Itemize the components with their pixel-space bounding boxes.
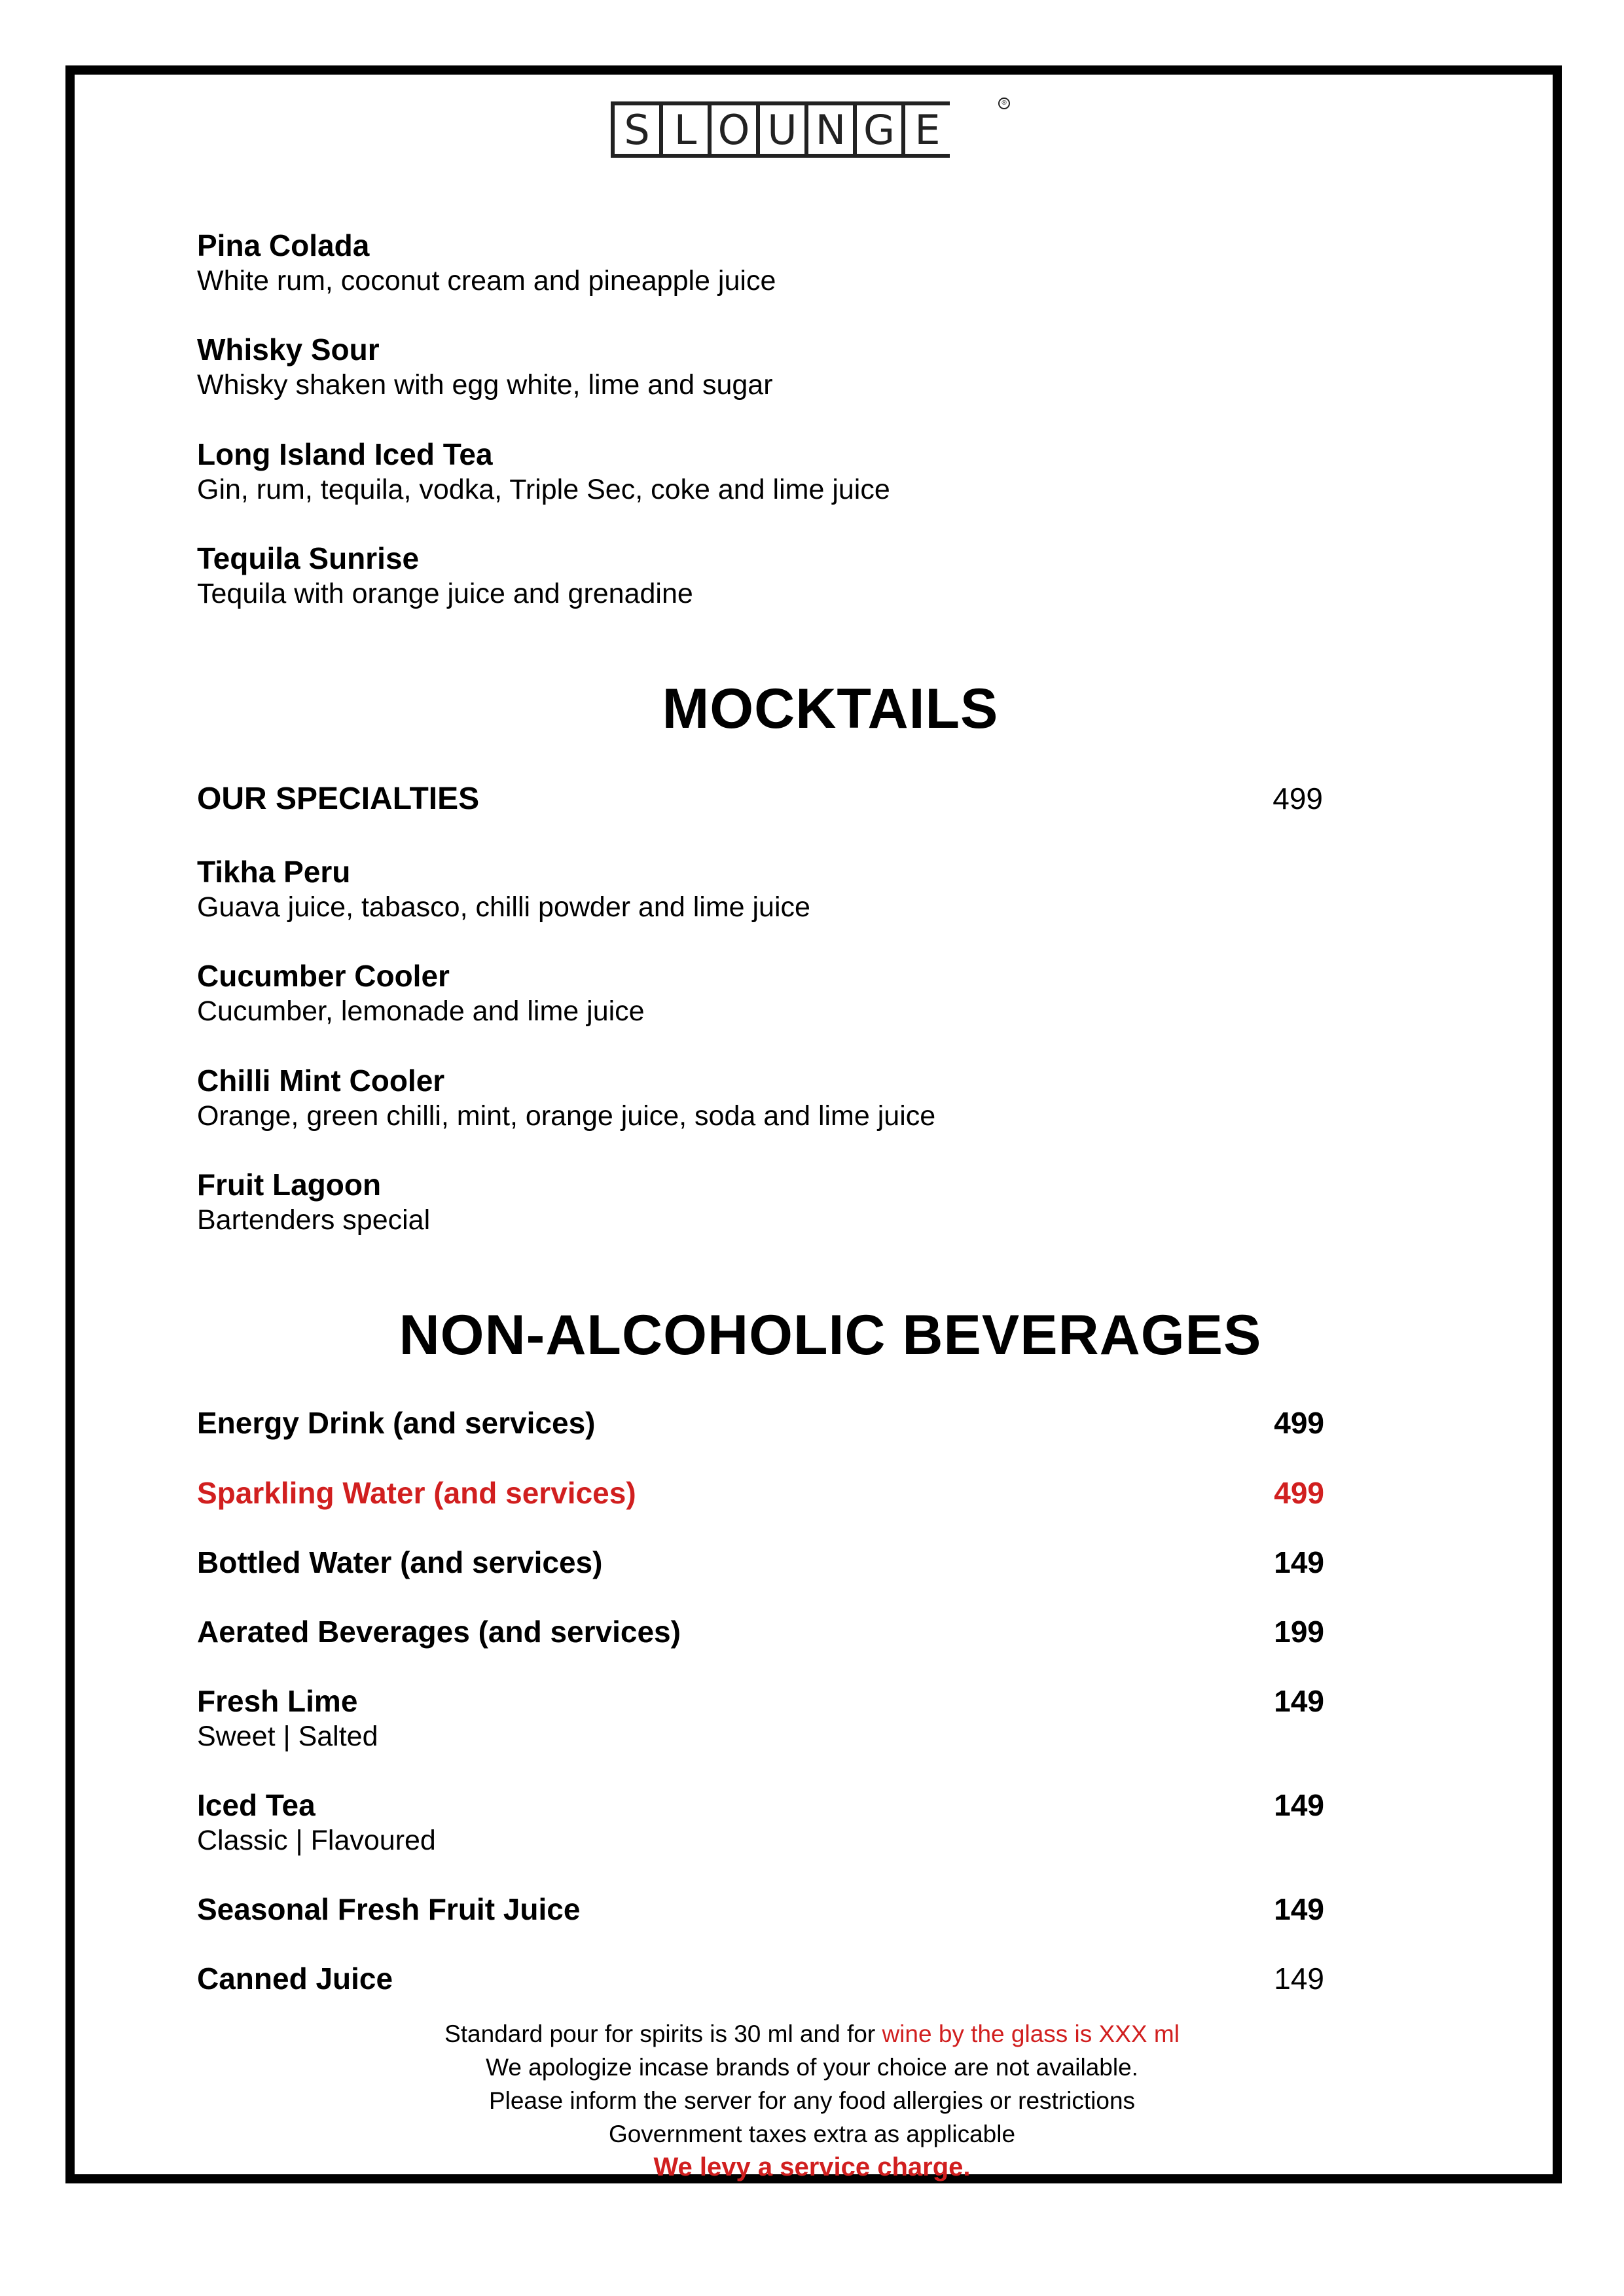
footer-pour-text: Standard pour for spirits is 30 ml and for [444, 2020, 882, 2047]
menu-item [197, 1405, 1336, 1441]
logo-letter: S [611, 101, 659, 158]
specialties-header [197, 781, 1323, 817]
item-name: Iced Tea [197, 1788, 316, 1822]
item-name: Tequila Sunrise [197, 541, 420, 575]
item-price: 149 [1274, 1684, 1324, 1718]
item-name: Seasonal Fresh Fruit Juice [197, 1892, 581, 1926]
menu-item [197, 332, 1336, 403]
item-description: Whisky shaken with egg white, lime and sugar [197, 369, 773, 401]
menu-item [197, 958, 1336, 1029]
specialties-label: OUR SPECIALTIES [197, 781, 480, 816]
section-title-non-alcoholic: NON-ALCOHOLIC BEVERAGES [399, 1304, 1262, 1367]
item-name: Tikha Peru [197, 855, 351, 889]
menu-item [197, 437, 1336, 507]
item-description: Guava juice, tabasco, chilli powder and lime juice [197, 891, 810, 923]
item-name: Pina Colada [197, 228, 370, 262]
item-price: 149 [1274, 1788, 1324, 1822]
footer-pour-note [0, 2017, 1624, 2051]
item-name: Sparkling Water (and services) [197, 1476, 636, 1510]
menu-item [197, 854, 1336, 925]
item-name: Long Island Iced Tea [197, 437, 493, 471]
menu-item [197, 1892, 1336, 1927]
logo-letter: N [804, 101, 853, 158]
item-name: Energy Drink (and services) [197, 1406, 596, 1440]
item-description: Orange, green chilli, mint, orange juice, soda and lime juice [197, 1100, 936, 1132]
menu-item [197, 1545, 1336, 1580]
logo-letter: L [659, 101, 708, 158]
item-name: Fresh Lime [197, 1684, 358, 1718]
slounge-logo [611, 99, 1007, 156]
menu-item [197, 1063, 1336, 1134]
menu-footer [0, 2017, 1624, 2184]
logo-letter: G [853, 101, 901, 158]
item-description: White rum, coconut cream and pineapple juice [197, 265, 776, 296]
item-price: 149 [1274, 1892, 1324, 1926]
item-description: Bartenders special [197, 1204, 431, 1236]
menu-item [197, 1475, 1336, 1511]
specialties-price: 499 [1272, 781, 1323, 816]
item-description: Tequila with orange juice and grenadine [197, 578, 693, 609]
menu-item [197, 1614, 1336, 1649]
menu-item [197, 1961, 1336, 1996]
menu-item [197, 1683, 1336, 1754]
item-name: Whisky Sour [197, 332, 380, 367]
section-title-mocktails: MOCKTAILS [662, 677, 999, 740]
item-price: 499 [1274, 1406, 1324, 1440]
item-description: Sweet | Salted [197, 1721, 378, 1752]
logo-letter: E [901, 101, 950, 158]
logo-letter: U [756, 101, 804, 158]
item-price: 199 [1274, 1615, 1324, 1649]
item-price: 499 [1274, 1476, 1324, 1510]
item-name: Aerated Beverages (and services) [197, 1615, 681, 1649]
item-price: 149 [1274, 1545, 1324, 1579]
registered-mark: ® [998, 98, 1010, 109]
item-description: Cucumber, lemonade and lime juice [197, 996, 645, 1027]
menu-item [197, 1167, 1336, 1238]
item-description: Gin, rum, tequila, vodka, Triple Sec, coke and lime juice [197, 474, 890, 505]
item-description: Classic | Flavoured [197, 1825, 436, 1856]
item-name: Bottled Water (and services) [197, 1545, 603, 1579]
logo-letter: O [708, 101, 756, 158]
item-name: Canned Juice [197, 1962, 393, 1996]
footer-tax-note: Government taxes extra as applicable [608, 2121, 1016, 2147]
menu-item [197, 541, 1336, 611]
item-price: 149 [1274, 1962, 1324, 1996]
item-name: Chilli Mint Cooler [197, 1064, 445, 1098]
footer-allergy-note: Please inform the server for any food allergies or restrictions [488, 2087, 1136, 2114]
item-name: Fruit Lagoon [197, 1168, 382, 1202]
menu-item [197, 1787, 1336, 1858]
footer-brands-note: We apologize incase brands of your choice are not available. [486, 2054, 1138, 2081]
menu-item [197, 228, 1336, 298]
footer-service-charge: We levy a service charge. [653, 2153, 971, 2181]
item-name: Cucumber Cooler [197, 959, 450, 993]
footer-wine-highlight: wine by the glass is XXX ml [882, 2020, 1180, 2047]
